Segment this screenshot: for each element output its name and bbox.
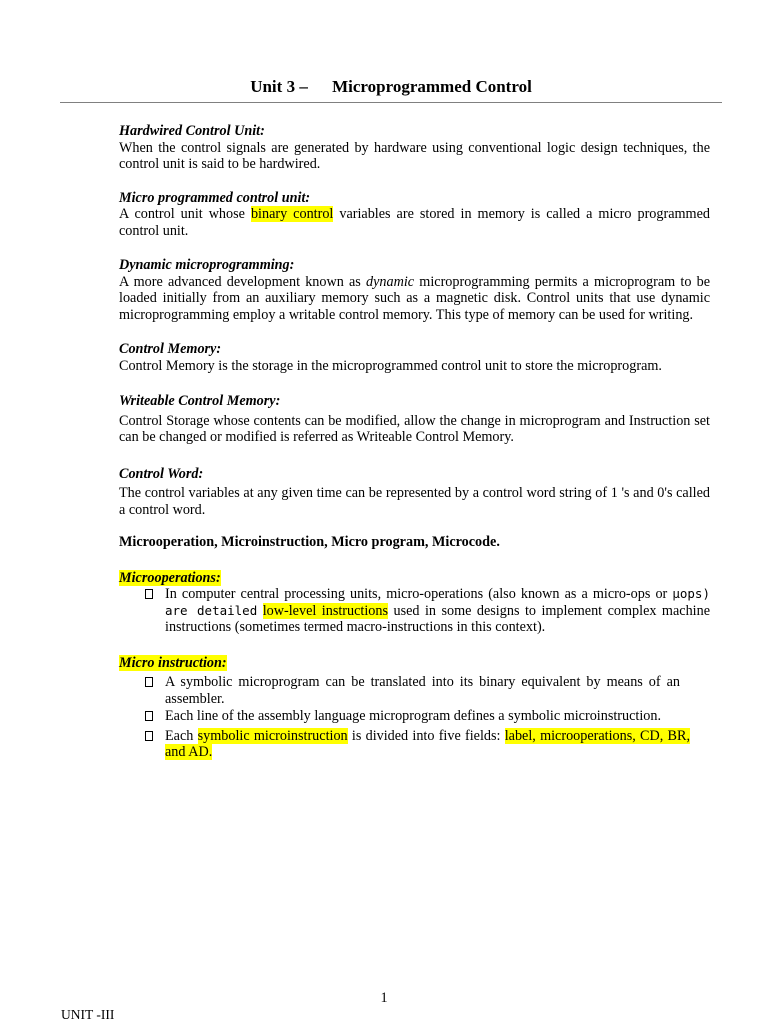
text-control-word: The control variables at any given time can be represented by a control word string of 1 's and 0's called a control word. — [119, 485, 710, 518]
heading-micro-terms: Microoperation, Microinstruction, Micro program, Microcode. — [119, 534, 500, 550]
list-item — [119, 728, 710, 761]
unit-label: Unit 3 – — [250, 77, 308, 96]
bullet-list — [119, 586, 710, 636]
text-microprogrammed — [119, 206, 710, 239]
list-item — [119, 586, 710, 636]
title-text: Microprogrammed Control — [332, 77, 532, 96]
text-segment: A more advanced development known as — [119, 273, 367, 290]
text-segment: A symbolic microprogram can be translated into its binary equivalent by means of an assembler. — [165, 674, 680, 707]
text-segment: is divided into five fields: — [347, 727, 505, 744]
text-segment: Each — [165, 727, 198, 744]
text-segment: used in some designs to implement complex machine instructions (sometimes termed macro-instructions in this context). — [165, 602, 710, 635]
heading-microprogrammed: Micro programmed control unit: — [119, 189, 311, 206]
highlight-symbolic: symbolic microinstruction — [197, 727, 348, 744]
bullet-box-icon — [145, 677, 153, 687]
highlight-binary-control: binary control — [250, 206, 334, 222]
highlight-low-level: low-level instructions — [262, 602, 388, 619]
section-hardwired — [119, 123, 710, 173]
text-segment: variables are stored in memory is called a micro programmed control unit. — [119, 206, 710, 239]
highlight-fields: label, microoperations, CD, BR, and AD. — [165, 727, 691, 760]
section-control-word — [119, 466, 710, 519]
footer-unit-label: UNIT -III — [61, 1007, 115, 1022]
heading-microoperations — [119, 570, 710, 587]
page-title — [60, 77, 722, 97]
bullet-box-icon — [145, 711, 153, 721]
heading-writeable: Writeable Control Memory: — [119, 393, 281, 409]
highlight-heading: Microoperations: — [119, 569, 221, 586]
text-segment: Each line of the assembly language microprogram defines a symbolic microinstruction. — [165, 708, 662, 724]
heading-dynamic: Dynamic microprogramming: — [119, 257, 295, 273]
text-writeable: Control Storage whose contents can be modified, allow the change in microprogram and Instruction set can be changed or modified is referred as Writeable Control Memory. — [119, 412, 710, 445]
document-body — [119, 123, 710, 761]
bullet-box-icon — [145, 589, 153, 599]
text-control-memory: Control Memory is the storage in the microprogrammed control unit to store the microprogram. — [119, 357, 662, 374]
heading-micro-instruction — [119, 655, 710, 672]
page-number: 1 — [380, 990, 388, 1006]
italic-dynamic: dynamic — [366, 273, 415, 290]
list-item — [119, 674, 710, 707]
text-segment: A control unit whose — [119, 206, 251, 222]
title-divider — [60, 102, 722, 103]
section-micro-instruction — [119, 655, 710, 761]
text-dynamic — [119, 274, 710, 324]
bullet-list — [119, 674, 710, 761]
section-microprogrammed — [119, 190, 710, 240]
heading-control-word: Control Word: — [119, 465, 204, 482]
highlight-heading: Micro instruction: — [119, 654, 227, 671]
mono-text: μops) are detailed — [165, 586, 710, 618]
section-writeable — [119, 393, 710, 446]
section-microoperations — [119, 570, 710, 636]
text-segment — [257, 603, 262, 619]
bullet-box-icon — [145, 731, 153, 741]
heading-hardwired: Hardwired Control Unit: — [119, 123, 265, 139]
section-dynamic — [119, 257, 710, 323]
text-hardwired: When the control signals are generated by hardware using conventional logic design techniques, the control unit is said to be hardwired. — [119, 139, 710, 172]
heading-control-memory: Control Memory: — [119, 341, 222, 357]
text-segment: In computer central processing units, micro-operations (also known as a micro-ops or — [165, 586, 673, 602]
section-control-memory — [119, 341, 710, 374]
text-segment: microprogramming permits a microprogram to be loaded initially from an auxiliary memory such as a magnetic disk. Control units that use dynamic microprogramming employ a writable control memory. This type of memory can be used for writing. — [119, 273, 710, 323]
list-item — [119, 708, 710, 725]
